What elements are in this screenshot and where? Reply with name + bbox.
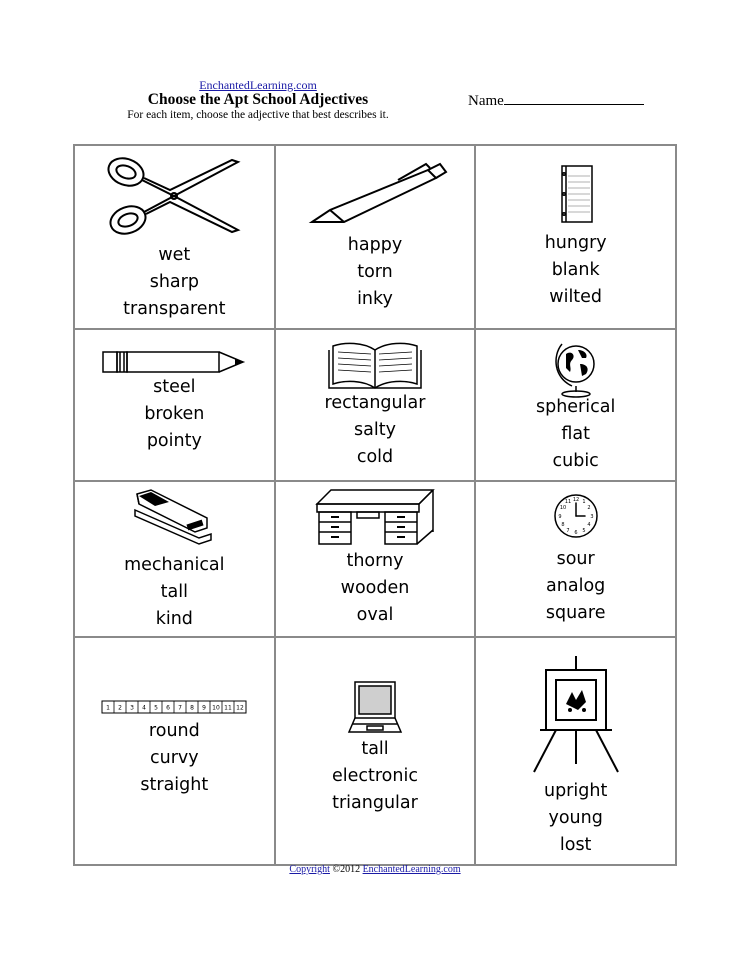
- item-cell-pencil: [74, 329, 275, 481]
- item-cell-easel: [475, 637, 676, 865]
- adjective-option[interactable]: thorny: [346, 551, 404, 571]
- adjective-option[interactable]: lost: [559, 835, 592, 855]
- item-cell-notebook: [475, 145, 676, 329]
- notebook-icon: [476, 162, 675, 231]
- adjective-option[interactable]: mechanical: [124, 555, 225, 575]
- adjective-option[interactable]: inky: [357, 289, 393, 309]
- adjective-option[interactable]: flat: [561, 424, 590, 444]
- item-cell-stapler: [74, 481, 275, 637]
- adjective-option[interactable]: oval: [356, 605, 394, 625]
- ruler-number: 3: [130, 704, 135, 712]
- ruler-number: 12: [236, 704, 245, 712]
- ruler-number: 6: [166, 704, 171, 712]
- adjective-option[interactable]: square: [545, 603, 606, 623]
- adjective-option[interactable]: rectangular: [324, 393, 426, 413]
- clock-number: 3: [590, 514, 594, 520]
- clock-number: 9: [558, 514, 562, 520]
- page-title: Choose the Apt School Adjectives: [147, 91, 369, 108]
- adjective-list: [476, 394, 675, 475]
- clock-number: 10: [559, 505, 566, 511]
- clock-number: 1: [582, 499, 586, 505]
- adjective-option[interactable]: round: [148, 721, 200, 741]
- adjective-option[interactable]: upright: [543, 781, 608, 801]
- adjective-list: [276, 390, 475, 471]
- adjective-list: [75, 242, 274, 323]
- adjective-option[interactable]: hungry: [544, 233, 607, 253]
- adjective-list: [276, 232, 475, 313]
- clock-number: 2: [587, 505, 591, 511]
- item-cell-scissors: [74, 145, 275, 329]
- worksheet-grid: [73, 144, 677, 866]
- footer: [0, 864, 750, 875]
- name-blank-line: [504, 91, 644, 105]
- site-link[interactable]: EnchantedLearning.com: [199, 78, 317, 92]
- adjective-option[interactable]: cubic: [552, 451, 599, 471]
- adjective-list: [476, 778, 675, 859]
- clock-number: 8: [561, 522, 565, 528]
- clock-number: 6: [574, 530, 578, 536]
- ruler-number: 1: [106, 704, 111, 712]
- clock-icon: [476, 492, 675, 545]
- scissors-icon: [75, 150, 274, 247]
- name-field: [468, 91, 644, 110]
- clock-number: 7: [566, 528, 570, 534]
- adjective-list: [75, 552, 274, 633]
- adjective-option[interactable]: sour: [556, 549, 595, 569]
- adjective-option[interactable]: wet: [158, 245, 191, 265]
- footer-site-link[interactable]: EnchantedLearning.com: [362, 864, 461, 875]
- adjective-option[interactable]: sharp: [149, 272, 199, 292]
- adjective-option[interactable]: spherical: [535, 397, 616, 417]
- clock-number: 11: [564, 499, 571, 505]
- item-cell-pen: [275, 145, 476, 329]
- item-cell-globe: [475, 329, 676, 481]
- adjective-option[interactable]: cold: [356, 447, 394, 467]
- copyright-link[interactable]: Copyright: [289, 864, 330, 875]
- book-icon: [276, 338, 475, 397]
- adjective-option[interactable]: straight: [140, 775, 209, 795]
- copyright-year: ©2012: [332, 864, 361, 875]
- item-cell-ruler: [74, 637, 275, 865]
- adjective-option[interactable]: triangular: [332, 793, 418, 813]
- pen-icon: [276, 160, 475, 235]
- adjective-list: [75, 718, 274, 799]
- ruler-number: 4: [142, 704, 147, 712]
- ruler-number: 8: [190, 704, 195, 712]
- adjective-list: [476, 546, 675, 627]
- item-cell-laptop: [275, 637, 476, 865]
- adjective-option[interactable]: wooden: [340, 578, 410, 598]
- ruler-number: 5: [154, 704, 159, 712]
- clock-number: 4: [587, 522, 591, 528]
- stapler-icon: [75, 488, 274, 551]
- clock-number: 12: [572, 497, 579, 503]
- clock-number: 5: [582, 528, 586, 534]
- adjective-option[interactable]: young: [548, 808, 603, 828]
- item-cell-book: [275, 329, 476, 481]
- ruler-icon: [75, 700, 274, 719]
- adjective-option[interactable]: torn: [357, 262, 393, 282]
- item-cell-desk: [275, 481, 476, 637]
- desk-icon: [276, 486, 475, 553]
- adjective-list: [476, 230, 675, 311]
- adjective-option[interactable]: kind: [155, 609, 193, 629]
- adjective-option[interactable]: wilted: [549, 287, 603, 307]
- instructions: For each item, choose the adjective that best describes it.: [127, 109, 389, 121]
- adjective-option[interactable]: tall: [160, 582, 188, 602]
- adjective-list: [276, 736, 475, 817]
- item-cell-clock: [475, 481, 676, 637]
- adjective-option[interactable]: broken: [144, 404, 205, 424]
- adjective-option[interactable]: steel: [153, 377, 196, 397]
- ruler-number: 11: [224, 704, 233, 712]
- adjective-list: [75, 374, 274, 455]
- adjective-option[interactable]: blank: [551, 260, 600, 280]
- adjective-option[interactable]: tall: [361, 739, 389, 759]
- easel-icon: [476, 652, 675, 781]
- adjective-option[interactable]: analog: [546, 576, 606, 596]
- ruler-number: 2: [118, 704, 123, 712]
- ruler-number: 9: [202, 704, 207, 712]
- adjective-option[interactable]: transparent: [123, 299, 226, 319]
- laptop-icon: [276, 678, 475, 743]
- ruler-number: 7: [178, 704, 183, 712]
- adjective-option[interactable]: electronic: [331, 766, 418, 786]
- adjective-option[interactable]: curvy: [150, 748, 199, 768]
- ruler-number: 10: [212, 704, 221, 712]
- name-label: Name: [468, 93, 504, 109]
- adjective-option[interactable]: salty: [354, 420, 396, 440]
- adjective-option[interactable]: pointy: [146, 431, 202, 451]
- adjective-option[interactable]: happy: [347, 235, 403, 255]
- adjective-list: [276, 548, 475, 629]
